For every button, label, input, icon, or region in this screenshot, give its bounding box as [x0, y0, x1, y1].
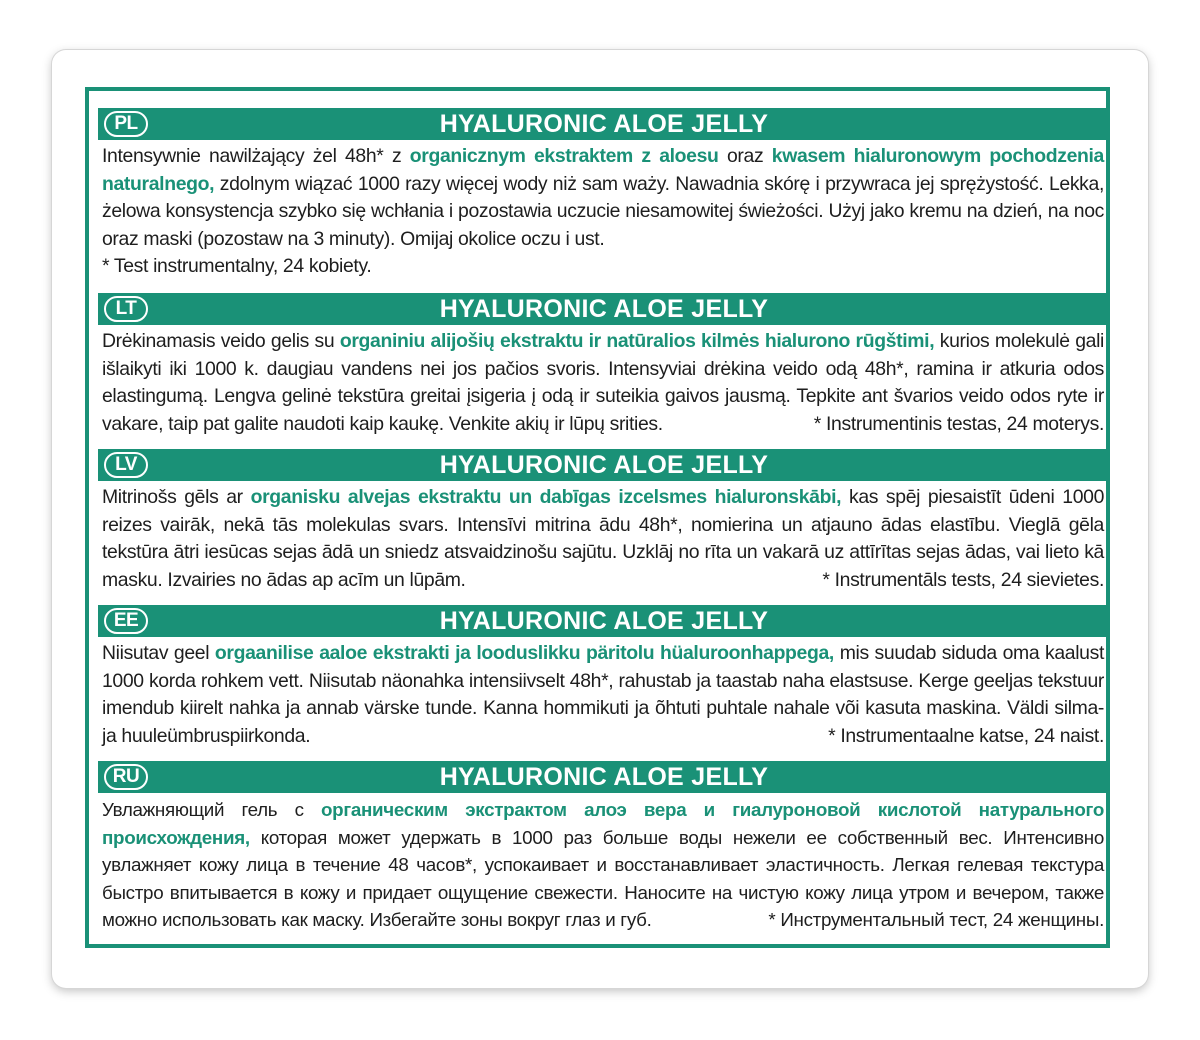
section-description	[98, 481, 1110, 594]
description-text: mis suudab siduda oma kaalust 1000 korda rohkem vett. Niisutab näonahka intensiivselt 48h*, rahustab ja taastab naha elastsuse. Kerge geeljas tekstuur imendub kiirelt nahka ja annab värske tunde. Kanna hommikuti ja õhtuti puhtale nahale või kasuta maskina. Väldi silma- ja huuleümbruspiirkonda.	[102, 642, 1104, 747]
footnote: * Instrumentaalne katse, 24 naist.	[828, 724, 1104, 747]
section-description	[98, 140, 1110, 281]
section-header	[98, 761, 1110, 793]
description-text: Drėkinamasis veido gelis su	[102, 330, 340, 352]
footnote: * Instrumentinis testas, 24 moterys.	[813, 412, 1104, 435]
description-text: kurios molekulė gali išlaikyti iki 1000 k. daugiau vandens nei jos pačios svoris. Intensyviai drėkina veido odą 48h*, ramina ir atkuria odos elastingumą. Lengva gelinė tekstūra greitai įsigeria į odą ir suteikia gaivos jausmą. Tepkite ant švarios veido odos ryte ir vakare, taip pat galite naudoti kaip kaukę. Venkite akių ir lūpų srities.	[102, 330, 1104, 435]
description-highlight: organisku alvejas ekstraktu un dabīgas izcelsmes hialuronskābi,	[250, 486, 842, 508]
description-highlight: органическим экстрактом алоэ вера и гиалуроновой кислотой натурального происхождения,	[102, 799, 1104, 848]
footnote: * Инструментальный тест, 24 женщины.	[768, 909, 1104, 931]
language-badge: LT	[104, 296, 148, 322]
product-title: HYALURONIC ALOE JELLY	[439, 607, 769, 635]
section-description	[98, 325, 1110, 438]
description-text: Mitrinošs gēls ar	[102, 486, 251, 508]
section-header	[98, 449, 1110, 481]
section-lt	[98, 293, 1110, 438]
description-text: Intensywnie nawilżający żel 48h* z	[102, 145, 410, 167]
description-highlight: orgaanilise aaloe ekstrakti ja looduslikku päritolu hüaluroonhappega,	[214, 642, 834, 664]
section-header	[98, 293, 1110, 325]
description-text: Niisutav geel	[102, 642, 215, 664]
section-header	[98, 108, 1110, 140]
section-ee	[98, 605, 1110, 750]
section-description	[98, 637, 1110, 750]
description-text: которая может удержать в 1000 раз больше воды нежели ее собственный вес. Интенсивно увлажняет кожу лица в течение 48 часов*, успокаивает и восстанавливает эластичность. Легкая гелевая текстура быстро впитывается в кожу и придает ощущение свежести. Наносите на чистую кожу лица утром и вечером, также можно использовать как маску. Избегайте зоны вокруг глаз и губ.	[102, 826, 1104, 931]
section-description	[98, 793, 1110, 934]
footnote: * Test instrumentalny, 24 kobiety.	[102, 255, 372, 278]
language-badge: RU	[104, 764, 148, 790]
footnote: * Instrumentāls tests, 24 sievietes.	[822, 568, 1104, 591]
section-lv	[98, 449, 1110, 594]
description-highlight: organiniu alijošių ekstraktu ir natūralios kilmės hialurono rūgštimi,	[339, 330, 935, 352]
description-text: zdolnym wiązać 1000 razy więcej wody niż sam waży. Nawadnia skórę i przywraca jej sprężystość. Lekka, żelowa konsystencja szybko się wchłania i pozostawia uczucie niesamowitej świeżości. Użyj jako kremu na dzień, na noc oraz maski (pozostaw na 3 minuty). Omijaj okolice oczu i ust.	[102, 172, 1104, 250]
section-ru	[98, 761, 1110, 934]
product-title: HYALURONIC ALOE JELLY	[439, 451, 769, 479]
language-badge: PL	[104, 111, 148, 137]
product-title: HYALURONIC ALOE JELLY	[439, 110, 769, 138]
product-title: HYALURONIC ALOE JELLY	[439, 295, 769, 323]
product-title: HYALURONIC ALOE JELLY	[439, 763, 769, 791]
description-text: oraz	[718, 145, 772, 167]
section-header	[98, 605, 1110, 637]
description-highlight: kwasem hialuronowym pochodzenia naturalnego,	[102, 145, 1104, 195]
description-highlight: organicznym ekstraktem z aloesu	[409, 145, 719, 167]
description-text: Увлажняющий гель с	[102, 799, 321, 820]
language-badge: LV	[104, 452, 148, 478]
language-badge: EE	[104, 608, 148, 634]
description-text: kas spēj piesaistīt ūdeni 1000 reizes vairāk, nekā tās molekulas svars. Intensīvi mitrina ādu 48h*, nomierina un atjauno ādas elastību. Vieglā gēla tekstūra ātri iesūcas sejas ādā un sniedz atsvaidzinošu sajūtu. Uzklāj no rīta un vakarā uz attīrītas sejas ādas, vai lieto kā masku. Izvairies no ādas ap acīm un lūpām.	[102, 486, 1104, 591]
section-pl	[98, 108, 1110, 281]
